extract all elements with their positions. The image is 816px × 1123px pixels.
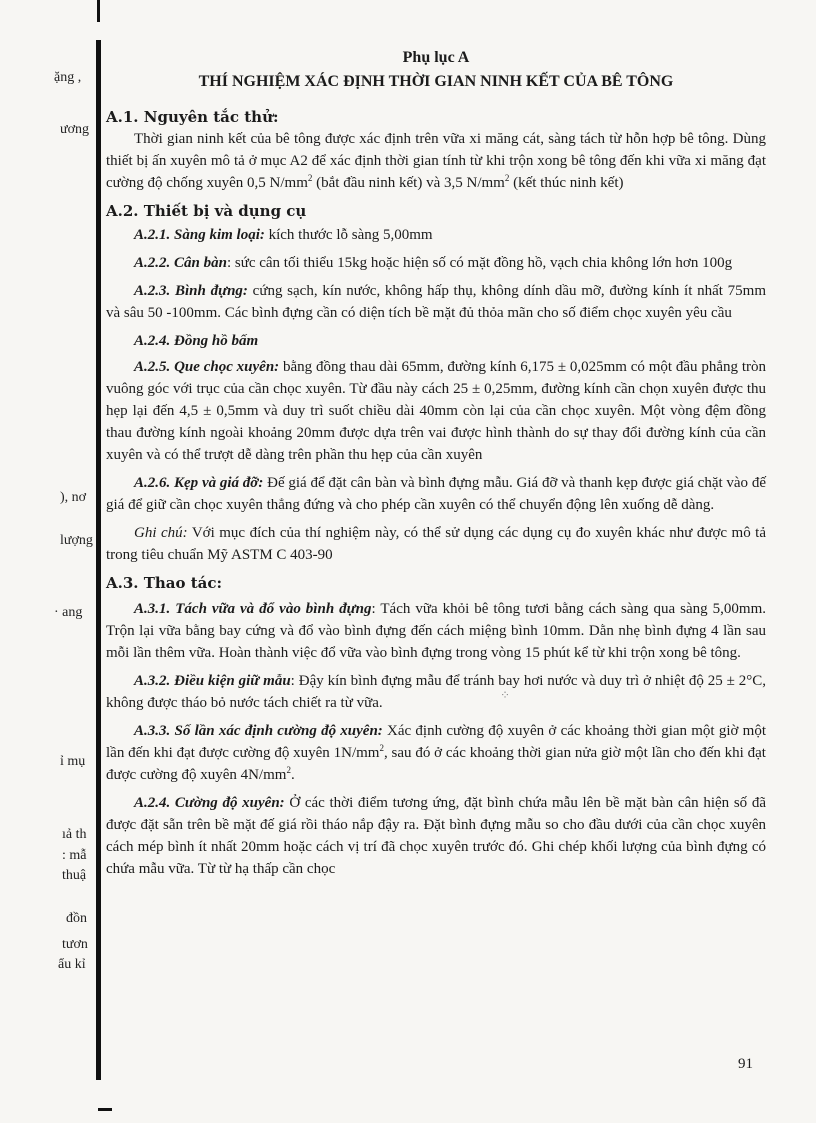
margin-fragment: ıả th xyxy=(62,827,87,842)
item-a2-6: A.2.6. Kẹp và giá đỡ: Đế giá để đặt cân bàn và bình đựng mẫu. Giá đỡ và thanh kẹp được giá chặt vào đế giá để giữ cần chọc xuyên thẳng đứng và cho phép cần xuyên có thể chuyển động lên xuống dễ dàng. xyxy=(106,475,766,513)
margin-fragment: · ang xyxy=(54,605,83,620)
margin-fragment: thuậ xyxy=(62,868,87,883)
margin-fragment: tươn xyxy=(62,937,88,952)
appendix-label: Phụ lục A xyxy=(402,49,470,66)
item-a3-3: A.3.3. Số lần xác định cường độ xuyên: Xác định cường độ xuyên ở các khoảng thời gian một giờ một lần đến khi đạt được cường độ xuyên $1N/mm^2$, sau đó ở các khoảng thời gian nửa giờ một lần cho đến khi đạt được cường độ xuyên $4N/mm^2$. xyxy=(106,723,766,783)
item-a2-1: A.2.1. Sàng kim loại: kích thước lỗ sàng 5,00mm xyxy=(134,227,433,243)
item-a2-4: A.2.4. Đồng hồ bấm xyxy=(134,333,259,349)
margin-fragment: ẩu kỉ xyxy=(58,957,86,972)
document-page xyxy=(106,48,766,880)
item-a3-2: A.3.2. Điều kiện giữ mẫu: Đậy kín bình đựng mẫu để tránh bay hơi nước và duy trì ở nhiệt độ 25 ± 2°C, không được tháo bỏ nước tách chiết ra từ vữa. xyxy=(106,673,766,711)
scan-speck: ⁘ xyxy=(500,688,511,702)
margin-fragment: lượng xyxy=(60,533,93,548)
item-a2-3: A.2.3. Bình đựng: cứng sạch, kín nước, không hấp thụ, không dính dầu mỡ, đường kính ít nhất 75mm và sâu 50 -100mm. Các bình đựng cần có diện tích bề mặt đủ thỏa mãn cho số điểm chọc xuyên yêu cầu xyxy=(106,283,767,321)
page-number: 91 xyxy=(738,1056,753,1072)
item-a2-2: A.2.2. Cân bàn: sức cân tối thiểu 15kg hoặc hiện số có mặt đồng hồ, vạch chia không lớn hơn 100g xyxy=(134,255,733,271)
section-heading-a1: A.1. Nguyên tắc thử: xyxy=(106,108,279,126)
margin-fragment: đồn xyxy=(66,911,87,926)
note: Ghi chú: Với mục đích của thí nghiệm này, có thể sử dụng các dụng cụ đo xuyên khác như được mô tả trong tiêu chuẩn Mỹ ASTM C 403-90 xyxy=(106,525,766,563)
binding-mark-top xyxy=(97,0,100,22)
margin-fragment: ỉ mụ xyxy=(60,754,86,769)
binding-edge xyxy=(96,40,101,1080)
page-title: THÍ NGHIỆM XÁC ĐỊNH THỜI GIAN NINH KẾT CỦA BÊ TÔNG xyxy=(198,73,674,90)
section-heading-a2: A.2. Thiết bị và dụng cụ xyxy=(106,202,307,220)
margin-fragment: ), nơ xyxy=(60,490,87,505)
margin-fragment: ặng , xyxy=(54,70,82,85)
paragraph-a1: Thời gian ninh kết của bê tông được xác định trên vữa xi măng cát, sàng tách từ hỗn hợp bê tông. Dùng thiết bị ấn xuyên mô tả ở mục A2 để xác định thời gian tính từ khi trộn xong bê tông đến khi vữa xi măng đạt cường độ chống xuyên 0,5 $N/mm^2$ (bắt đầu ninh kết) và 3,5 $N/mm^2$ (kết thúc ninh kết) xyxy=(106,131,766,191)
margin-fragment: : mẫ xyxy=(62,848,87,863)
item-a3-1: A.3.1. Tách vữa và đổ vào bình đựng: Tách vữa khỏi bê tông tươi bằng cách sàng qua sàng 5,00mm. Trộn lại vữa bằng bay cứng và đổ vào bình đựng đến cách miệng bình 10mm. Dằn nhẹ bình đựng 4 lần sau mỗi lần thêm vữa. Hoàn thành việc đổ vữa vào bình đựng trong vòng 15 phút kể từ khi trộn xong bê tông. xyxy=(106,601,767,661)
item-a2-5: A.2.5. Que chọc xuyên: bằng đồng thau dài 65mm, đường kính 6,175 ± 0,025mm có một đầu phẳng tròn vuông góc với trục của cần chọc xuyên. Từ đầu này cách 25 ± 0,25mm, đường kính cần chọn xuyên được thu hẹp lại đến 4,5 ± 0,5mm và duy trì suốt chiều dài 40mm còn lại của cần chọc xuyên. Một vòng đệm đồng thau đường kính ngoài khoảng 20mm được dựa trên vai được hình thành do sự thay đổi đường kính của cần xuyên và có thể trượt dễ dàng trên phần thu hẹp của cần xuyên xyxy=(106,359,766,463)
item-a3-4: A.2.4. Cường độ xuyên: Ở các thời điểm tương ứng, đặt bình chứa mẫu lên bề mặt bàn cân hiện số đã được đặt sẵn trên bề mặt đế giá rồi tháo nắp đậy ra. Đặt bình đựng mẫu so cho đầu dưới của cần chọc xuyên cách mép bình ít nhất 20mm hoặc cách vị trí đã chọc xuyên trước đó. Ghi chép khối lượng của bình đựng có chứa mẫu vữa. Từ từ hạ thấp cần chọc xyxy=(106,795,766,877)
binding-hook xyxy=(98,1108,112,1111)
section-heading-a3: A.3. Thao tác: xyxy=(106,574,223,592)
margin-fragment: ương xyxy=(60,122,89,137)
